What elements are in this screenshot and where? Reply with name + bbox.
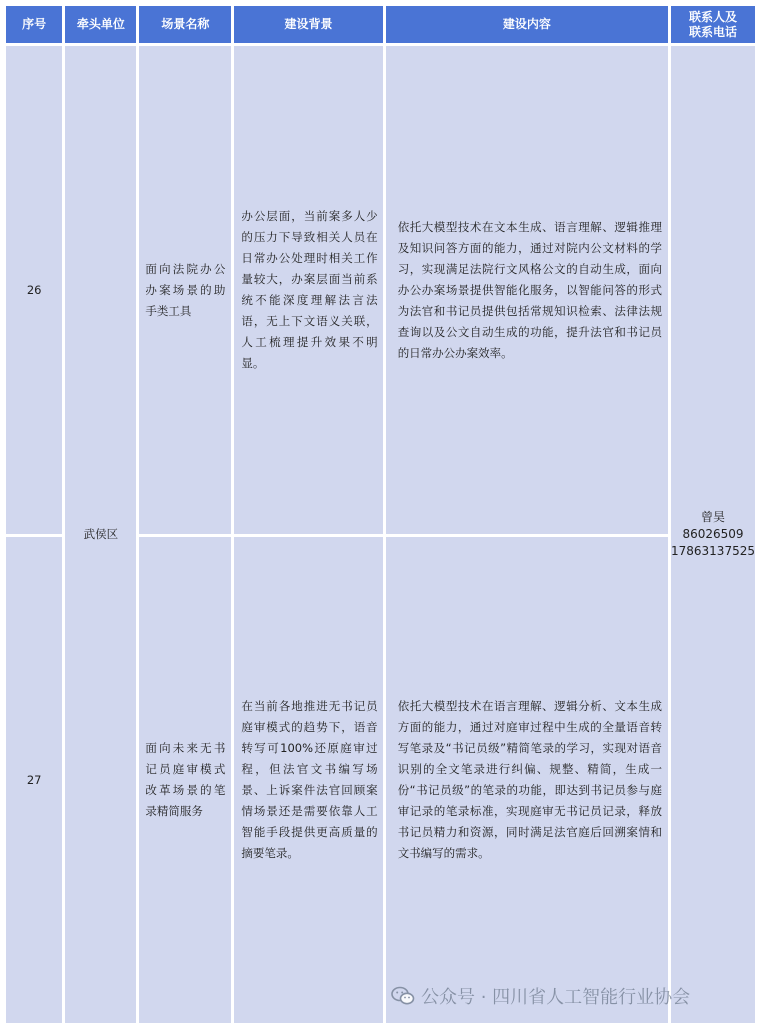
header-background: 建设背景 bbox=[234, 6, 382, 43]
header-seq: 序号 bbox=[6, 6, 62, 43]
header-content: 建设内容 bbox=[386, 6, 668, 43]
contact-phone: 86026509 bbox=[682, 527, 744, 541]
lead-unit-cell: 武侯区 bbox=[65, 46, 136, 1023]
project-table bbox=[3, 3, 758, 1026]
table-row bbox=[6, 46, 755, 534]
header-scene-name: 场景名称 bbox=[139, 6, 231, 43]
row-scene-name: 面向未来无书记员庭审模式改革场景的笔录精简服务 bbox=[139, 537, 231, 1023]
watermark bbox=[391, 983, 690, 1009]
header-row bbox=[6, 6, 755, 43]
watermark-text: 公众号 · 四川省人工智能行业协会 bbox=[421, 987, 691, 1008]
wechat-icon bbox=[391, 986, 415, 1006]
row-background: 在当前各地推进无书记员庭审模式的趋势下，语音转写可100%还原庭审过程，但法官文书编写场景、上诉案件法官回顾案情场景还是需要依靠人工智能手段提供更高质量的摘要笔录。 bbox=[234, 537, 382, 1023]
row-seq: 26 bbox=[6, 46, 62, 534]
header-contact-line1: 联系人及 bbox=[688, 9, 737, 24]
header-contact-line2: 联系电话 bbox=[688, 24, 737, 39]
contact-cell bbox=[671, 46, 755, 1023]
contact-mobile: 17863137525 bbox=[671, 544, 755, 558]
row-content: 依托大模型技术在文本生成、语言理解、逻辑推理及知识问答方面的能力，通过对院内公文材料的学习，实现满足法院行文风格公文的自动生成，面向办公办案场景提供智能化服务，以智能问答的形式为法官和书记员提供包括常规知识检索、法律法规查询以及公文自动生成的功能，提升法官和书记员的日常办公办案效率。 bbox=[386, 46, 668, 534]
contact-name: 曾昊 bbox=[700, 510, 725, 524]
row-background: 办公层面，当前案多人少的压力下导致相关人员在日常办公处理时相关工作量较大，办案层面当前系统不能深度理解法言法语，无上下文语义关联，人工梳理提升效果不明显。 bbox=[234, 46, 382, 534]
header-contact bbox=[671, 6, 755, 43]
row-scene-name: 面向法院办公办案场景的助手类工具 bbox=[139, 46, 231, 534]
row-content: 依托大模型技术在语言理解、逻辑分析、文本生成方面的能力，通过对庭审过程中生成的全量语音转写笔录及“书记员级”精简笔录的学习，实现对语音识别的全文笔录进行纠偏、规整、精简，生成一份“书记员级”的笔录的功能，即达到书记员参与庭审记录的笔录标准，实现庭审无书记员记录，释放书记员精力和资源，同时满足法官庭后回溯案情和文书编写的需求。 bbox=[386, 537, 668, 1023]
header-lead-unit: 牵头单位 bbox=[65, 6, 136, 43]
row-seq: 27 bbox=[6, 537, 62, 1023]
